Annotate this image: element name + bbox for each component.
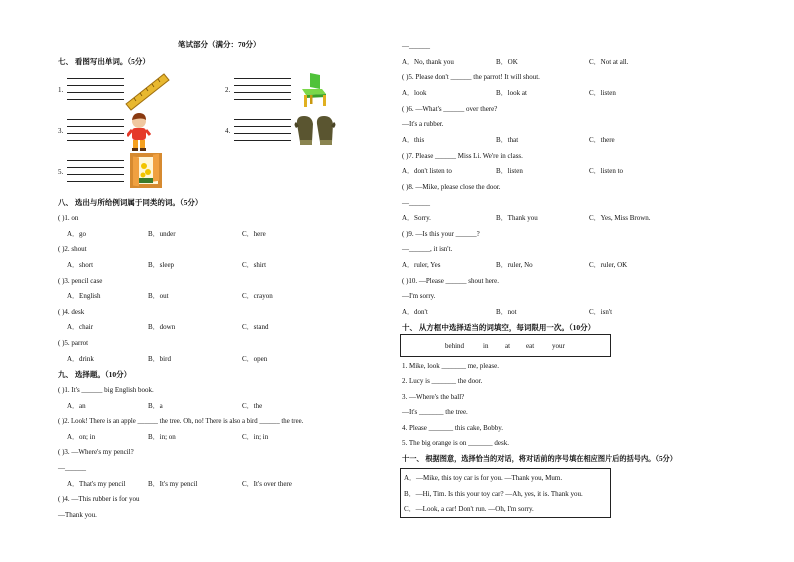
section-7-heading: 七、 看图写出单词。（5分） bbox=[58, 57, 150, 66]
option-b: B．It's my pencil bbox=[148, 480, 198, 488]
question: ( )3. pencil case bbox=[58, 277, 103, 285]
dialogue-option: B．—Hi, Tim. Is this your toy car? —Ah, yes, it is. Thank you. bbox=[404, 490, 583, 498]
option-a: A．on; in bbox=[67, 433, 96, 441]
fill-item: 3. —Where's the ball? bbox=[402, 393, 465, 401]
option-c: C．listen to bbox=[589, 167, 624, 175]
option-b: B．not bbox=[496, 308, 517, 316]
answer-line bbox=[67, 167, 124, 168]
answer-line bbox=[67, 126, 124, 127]
item-number: 1. bbox=[58, 86, 64, 94]
fill-item: —It's _______ the tree. bbox=[402, 408, 468, 416]
answer-line bbox=[234, 85, 291, 86]
option-b: B．ruler, No bbox=[496, 261, 533, 269]
option-c: C．the bbox=[242, 402, 263, 410]
gloves-image bbox=[294, 114, 336, 146]
word-bank-item: in bbox=[483, 342, 489, 350]
window-image bbox=[129, 152, 163, 189]
option-c: C．Yes, Miss Brown. bbox=[589, 214, 651, 222]
question: ( )1. on bbox=[58, 214, 79, 222]
answer-line-text: —I'm sorry. bbox=[402, 292, 436, 300]
option-c: C．crayon bbox=[242, 292, 273, 300]
question: ( )4. desk bbox=[58, 308, 85, 316]
option-b: B．Thank you bbox=[496, 214, 538, 222]
answer-line bbox=[234, 140, 291, 141]
item-number: 4. bbox=[225, 127, 231, 135]
option-a: A．That's my pencil bbox=[67, 480, 126, 488]
question: ( )1. It's ______ big English book. bbox=[58, 386, 154, 394]
answer-line bbox=[234, 92, 291, 93]
option-a: A．short bbox=[67, 261, 94, 269]
option-a: A．drink bbox=[67, 355, 94, 363]
fill-item: 5. The big orange is on _______ desk. bbox=[402, 439, 509, 447]
answer-line-text: —______, it isn't. bbox=[402, 245, 453, 253]
section-10-heading: 十、 从方框中选择适当的词填空，每词限用一次。（10分） bbox=[402, 323, 596, 332]
option-c: C．here bbox=[242, 230, 266, 238]
word-bank-item: behind bbox=[445, 342, 465, 350]
option-b: B．look at bbox=[496, 89, 527, 97]
option-b: B．OK bbox=[496, 58, 518, 66]
answer-line bbox=[234, 133, 291, 134]
option-a: A．English bbox=[67, 292, 101, 300]
question: ( )5. parrot bbox=[58, 339, 89, 347]
section-9-heading: 九、 选择题。（10分） bbox=[58, 370, 132, 379]
answer-line bbox=[67, 92, 124, 93]
section-11-heading: 十一、 根据图意，选择恰当的对话，将对话前的序号填在相应图片后的括号内。（5分） bbox=[402, 455, 677, 463]
option-c: C．in; in bbox=[242, 433, 269, 441]
chair-image bbox=[296, 71, 330, 109]
section-8-heading: 八、 选出与所给例词属于同类的词。（5分） bbox=[58, 198, 203, 207]
boy-image bbox=[127, 112, 151, 152]
dialogue-option: C．—Look, a car! Don't run. —Oh, I'm sorry. bbox=[404, 505, 534, 513]
answer-line bbox=[67, 181, 124, 182]
question: ( )2. shout bbox=[58, 245, 87, 253]
option-b: B．listen bbox=[496, 167, 523, 175]
item-number: 5. bbox=[58, 168, 64, 176]
option-c: C．open bbox=[242, 355, 268, 363]
option-c: C．ruler, OK bbox=[589, 261, 628, 269]
option-a: A．go bbox=[67, 230, 87, 238]
option-a: A．No, thank you bbox=[402, 58, 454, 66]
answer-line-text: —It's a rubber. bbox=[402, 120, 444, 128]
dialogue-option: A．—Mike, this toy car is for you. —Thank you, Mum. bbox=[404, 474, 563, 482]
answer-line bbox=[67, 140, 124, 141]
option-b: B．under bbox=[148, 230, 176, 238]
answer-line bbox=[234, 99, 291, 100]
answer-line bbox=[67, 174, 124, 175]
option-b: B．a bbox=[148, 402, 163, 410]
ruler-image bbox=[124, 72, 170, 112]
answer-line bbox=[234, 119, 291, 120]
word-bank-item: at bbox=[505, 342, 511, 350]
option-a: A．ruler, Yes bbox=[402, 261, 441, 269]
option-b: B．bird bbox=[148, 355, 171, 363]
word-bank-item: your bbox=[552, 342, 565, 350]
answer-line-text: —Thank you. bbox=[58, 511, 97, 519]
answer-line bbox=[67, 99, 124, 100]
question: ( )10. —Please ______ shout here. bbox=[402, 277, 500, 285]
option-c: C．there bbox=[589, 136, 615, 144]
question: ( )4. —This rubber is for you bbox=[58, 495, 140, 503]
option-c: C．Not at all. bbox=[589, 58, 629, 66]
answer-line bbox=[67, 85, 124, 86]
option-c: C．shirt bbox=[242, 261, 267, 269]
answer-line bbox=[234, 126, 291, 127]
word-bank-item: eat bbox=[526, 342, 535, 350]
option-a: A．look bbox=[402, 89, 427, 97]
answer-blank: —______ bbox=[402, 42, 430, 50]
question: ( )5. Please don't ______ the parrot! It will shout. bbox=[402, 73, 540, 81]
option-b: B．in; on bbox=[148, 433, 176, 441]
option-a: A．chair bbox=[67, 323, 94, 331]
answer-line bbox=[67, 119, 124, 120]
option-a: A．don't listen to bbox=[402, 167, 452, 175]
option-a: A．an bbox=[67, 402, 86, 410]
fill-item: 1. Mike, look _______ me, please. bbox=[402, 362, 500, 370]
answer-blank: —______ bbox=[402, 199, 430, 207]
answer-line bbox=[67, 133, 124, 134]
item-number: 3. bbox=[58, 127, 64, 135]
item-number: 2. bbox=[225, 86, 231, 94]
question: ( )7. Please ______ Miss Li. We're in class. bbox=[402, 152, 523, 160]
question: ( )8. —Mike, please close the door. bbox=[402, 183, 501, 191]
option-b: B．that bbox=[496, 136, 519, 144]
question: ( )9. —Is this your ______? bbox=[402, 230, 480, 238]
answer-blank: —______ bbox=[58, 464, 86, 472]
question: ( )3. —Where's my pencil? bbox=[58, 448, 134, 456]
fill-item: 2. Lucy is _______ the door. bbox=[402, 377, 483, 385]
option-b: B．sleep bbox=[148, 261, 175, 269]
option-c: C．It's over there bbox=[242, 480, 292, 488]
fill-item: 4. Please _______ this cake, Bobby. bbox=[402, 424, 504, 432]
option-b: B．down bbox=[148, 323, 176, 331]
question: ( )2. Look! There is an apple ______ the tree. Oh, no! There is also a bird ______ the tree. bbox=[58, 418, 304, 425]
option-c: C．isn't bbox=[589, 308, 613, 316]
question: ( )6. —What's ______ over there? bbox=[402, 105, 498, 113]
option-a: A．Sorry. bbox=[402, 214, 431, 222]
answer-line bbox=[234, 78, 291, 79]
page-title: 笔试部分（满分：70分） bbox=[178, 40, 261, 49]
option-c: C．listen bbox=[589, 89, 616, 97]
option-a: A．this bbox=[402, 136, 425, 144]
answer-line bbox=[67, 78, 124, 79]
option-a: A．don't bbox=[402, 308, 428, 316]
option-c: C．stand bbox=[242, 323, 269, 331]
option-b: B．out bbox=[148, 292, 169, 300]
word-bank-box bbox=[400, 334, 611, 357]
answer-line bbox=[67, 160, 124, 161]
dialogue-box bbox=[400, 468, 611, 518]
